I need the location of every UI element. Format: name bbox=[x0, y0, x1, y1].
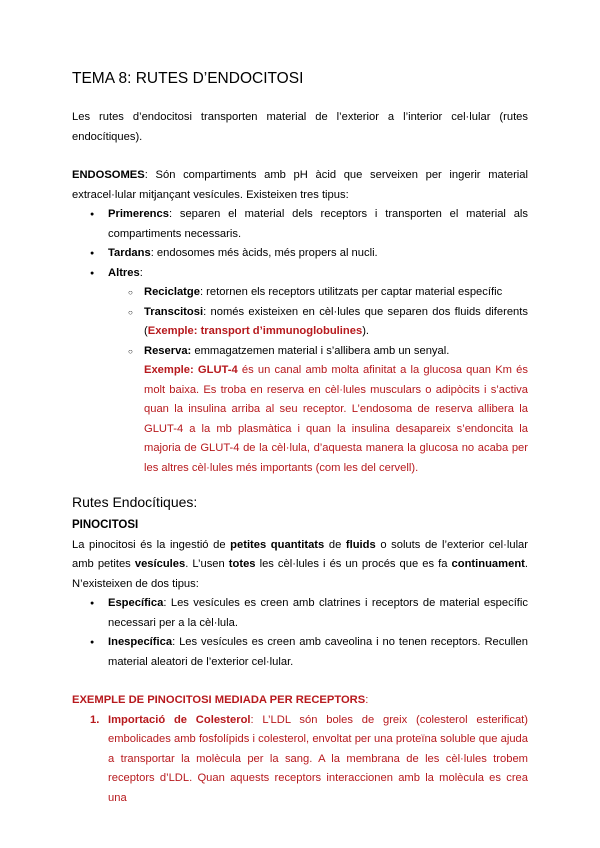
other-types-list bbox=[108, 283, 528, 361]
item-term: Importació de Colesterol bbox=[108, 713, 251, 726]
text-run: de bbox=[324, 538, 346, 551]
type-term: Específica bbox=[108, 597, 164, 609]
text-run: . L’usen bbox=[185, 558, 229, 570]
type-term: Tardans bbox=[108, 247, 151, 259]
example-list bbox=[72, 711, 528, 809]
subtype-text: : només existeixen en cèl·lules que separen dos fluids diferents ( bbox=[144, 305, 528, 337]
subtype-term: Reciclatge bbox=[144, 286, 200, 298]
subtype-text-after: ). bbox=[362, 325, 370, 337]
bold-run: totes bbox=[228, 558, 256, 570]
type-term: Primerencs bbox=[108, 208, 169, 220]
intro-paragraph: Les rutes d’endocitosi transporten material de l’exterior a l’interior cel·lular (rutes endocítiques). bbox=[72, 111, 528, 143]
type-text: : Les vesícules es creen amb clatrines i receptors de material específic necessari per a la cèl·lula. bbox=[108, 597, 528, 629]
text-run: La pinocitosi és la ingestió de bbox=[72, 538, 231, 551]
bold-run: vesícules bbox=[134, 558, 186, 570]
glut4-example bbox=[144, 361, 528, 478]
type-text: : endosomes més àcids, més propers al nucli. bbox=[150, 247, 378, 259]
endosome-types-list bbox=[72, 205, 528, 478]
list-item bbox=[108, 342, 528, 362]
pinocitosi-types-list bbox=[72, 594, 528, 672]
transcitosi-example: Exemple: transport d’immunoglobulines bbox=[147, 325, 363, 337]
list-item bbox=[72, 594, 528, 633]
document-page bbox=[72, 68, 528, 808]
list-item bbox=[72, 633, 528, 672]
pinocitosi-heading: PINOCITOSI bbox=[72, 519, 139, 531]
subtype-text: : retornen els receptors utilitzats per captar material específic bbox=[199, 286, 503, 298]
glut4-text: és un canal amb molta afinitat a la glucosa quan Km és molt baixa. Es troba en reserva en cèl·lules musculars o adipòcits i s’activa quan la insulina arriba al seu receptor. L’endosoma de reserva allibera la GLUT-4 a la mb plasmàtica i quan la insulina desapareix s’endoncita la majoria de GLUT-4 de la cèl·lula, d’aquesta manera la glucosa no acaba per les altres cèl·lules més importants (com les del cervell). bbox=[144, 364, 528, 474]
type-term: Altres bbox=[108, 266, 140, 279]
bold-run: petites quantitats bbox=[230, 538, 325, 551]
text-run: . N’existeixen de dos tipus: bbox=[72, 558, 528, 590]
subtype-term: Reserva: bbox=[144, 344, 192, 357]
example-heading-text: EXEMPLE DE PINOCITOSI MEDIADA PER RECEPTORS bbox=[72, 694, 366, 706]
example-heading bbox=[72, 691, 528, 711]
text-run: o soluts de l’exterior cel·lular amb petites bbox=[72, 538, 529, 570]
list-item bbox=[108, 303, 528, 342]
type-text: : separen el material dels receptors i transporten el material als compartiments necessaris. bbox=[108, 208, 528, 240]
type-text: : Les vesícules es creen amb caveolina i no tenen receptors. Recullen material aleatori de l’exterior cel·lular. bbox=[108, 636, 528, 668]
type-text: : bbox=[139, 266, 143, 279]
list-item bbox=[108, 283, 528, 303]
subtype-text: emmagatzemen material i s’allibera amb un senyal. bbox=[191, 344, 450, 357]
rutes-heading: Rutes Endocítiques: bbox=[72, 494, 198, 510]
document-title: TEMA 8: RUTES D’ENDOCITOSI bbox=[72, 70, 304, 87]
pinocitosi-paragraph bbox=[72, 536, 528, 595]
glut4-label: Exemple: GLUT-4 bbox=[144, 364, 238, 376]
endosomes-term: ENDOSOMES bbox=[72, 169, 145, 181]
list-item bbox=[72, 205, 528, 244]
item-number: 1. bbox=[90, 713, 100, 726]
type-term: Inespecífica bbox=[108, 636, 173, 648]
endosomes-text: : Són compartiments amb pH àcid que serveixen per ingerir material extracel·lular mitjançant vesícules. Existeixen tres tipus: bbox=[72, 169, 528, 201]
text-run: les cèl·lules i és un procés que es fa bbox=[255, 558, 452, 570]
subtype-term: Transcitosi bbox=[144, 305, 204, 318]
list-item bbox=[72, 711, 528, 809]
endosomes-paragraph bbox=[72, 166, 528, 205]
list-item bbox=[72, 244, 528, 264]
bold-run: fluids bbox=[345, 538, 376, 551]
bold-run: continuament bbox=[451, 558, 525, 570]
example-heading-colon: : bbox=[365, 694, 369, 706]
item-text: : L’LDL són boles de greix (colesterol esterificat) embolicades amb fosfolípids i colesterol, envoltat per una proteïna soluble que ajuda a transportar la molècula per la sang. A la membrana de les cèl·lules trobem receptors d’LDL. Quan aquests receptors interaccionen amb la molècula es crea una bbox=[108, 713, 529, 804]
list-item bbox=[72, 264, 528, 479]
